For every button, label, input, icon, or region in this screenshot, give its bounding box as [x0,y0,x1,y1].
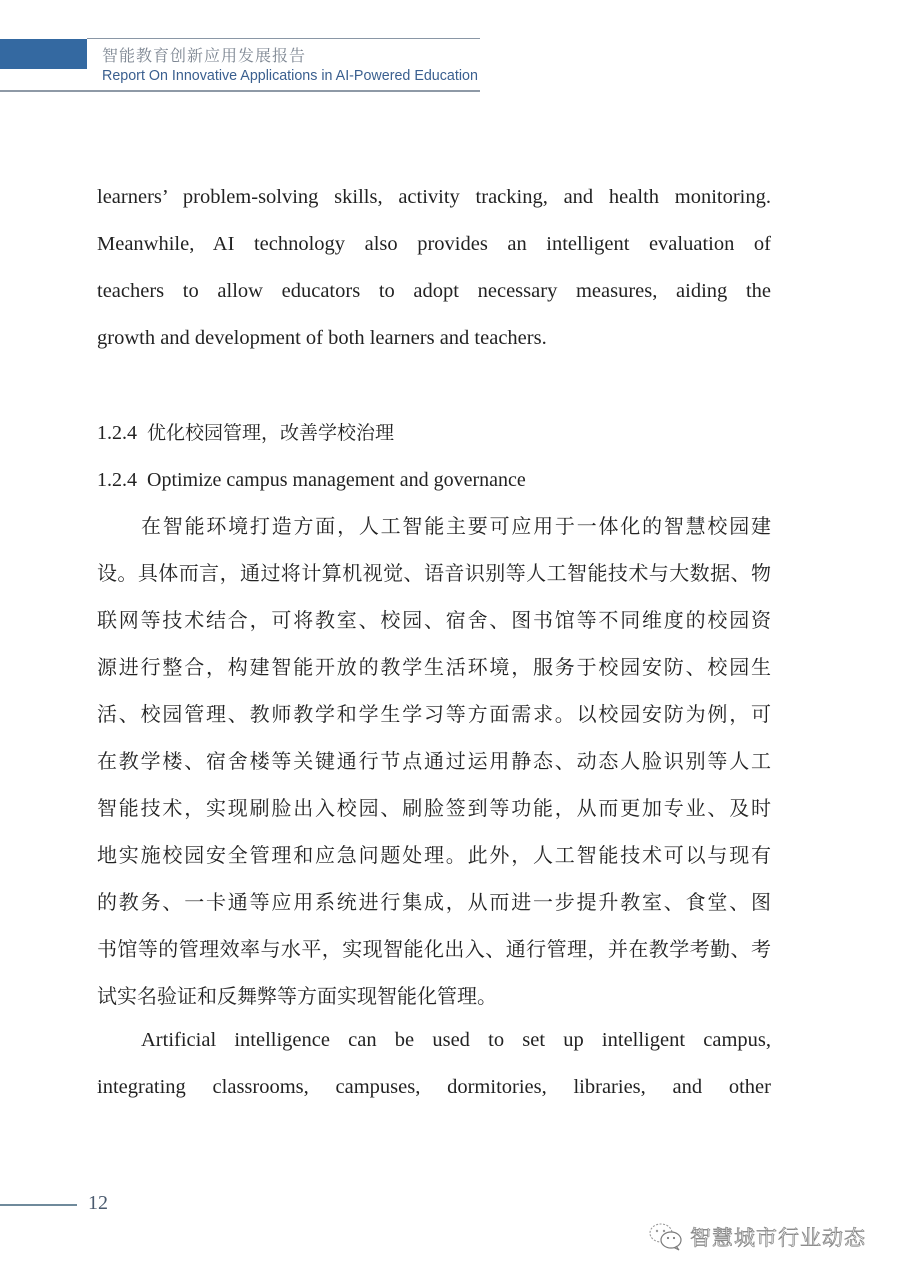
text-line: 活、校园管理、教师教学和学生学习等方面需求。以校园安防为例，可 [97,702,771,726]
text-line: 试实名验证和反舞弊等方面实现智能化管理。 [97,984,497,1008]
section-title: 优化校园管理，改善学校治理 [147,422,395,444]
watermark-text: 智慧城市行业动态 [690,1226,866,1250]
page-number: 12 [88,1192,108,1214]
text-line: 联网等技术结合，可将教室、校园、宿舍、图书馆等不同维度的校园资 [97,608,771,632]
text-line: growth and development of both learners and teachers. [97,327,547,349]
watermark [648,1220,866,1254]
text-line: 地实施校园安全管理和应急问题处理。此外，人工智能技术可以与现有 [97,843,771,867]
wechat-icon [648,1222,684,1252]
text-line: 书馆等的管理效率与水平，实现智能化出入、通行管理，并在教学考勤、考 [97,937,771,961]
text-line: learners’ problem-solving skills, activity tracking, and health monitoring. [97,186,771,208]
text-line: 在智能环境打造方面，人工智能主要可应用于一体化的智慧校园建 [141,514,771,538]
section-title: Optimize campus management and governance [147,469,526,491]
header-bottom-rule [0,90,480,92]
report-title-en: Report On Innovative Applications in AI-Powered Education [102,68,478,84]
section-number: 1.2.4 [97,469,137,491]
text-line: 设。具体而言，通过将计算机视觉、语音识别等人工智能技术与大数据、物 [97,561,771,585]
text-line: 在教学楼、宿舍楼等关键通行节点通过运用静态、动态人脸识别等人工 [97,749,771,773]
section-heading-en [97,465,771,495]
text-line: Meanwhile, AI technology also provides an intelligent evaluation of [97,233,771,255]
text-line: 的教务、一卡通等应用系统进行集成，从而进一步提升教室、食堂、图 [97,890,771,914]
section-heading-cn [97,418,771,448]
report-title-cn: 智能教育创新应用发展报告 [102,46,307,65]
section-number: 1.2.4 [97,422,137,444]
text-line: teachers to allow educators to adopt necessary measures, aiding the [97,280,771,302]
text-line: integrating classrooms, campuses, dormitories, libraries, and other [97,1076,771,1098]
text-line: Artificial intelligence can be used to set up intelligent campus, [141,1029,771,1051]
text-line: 智能技术，实现刷脸出入校园、刷脸签到等功能，从而更加专业、及时 [97,796,771,820]
footer-rule [0,1204,77,1206]
text-line: 源进行整合，构建智能开放的教学生活环境，服务于校园安防、校园生 [97,655,771,679]
header-accent-block [0,39,87,69]
header-top-rule [87,38,480,39]
